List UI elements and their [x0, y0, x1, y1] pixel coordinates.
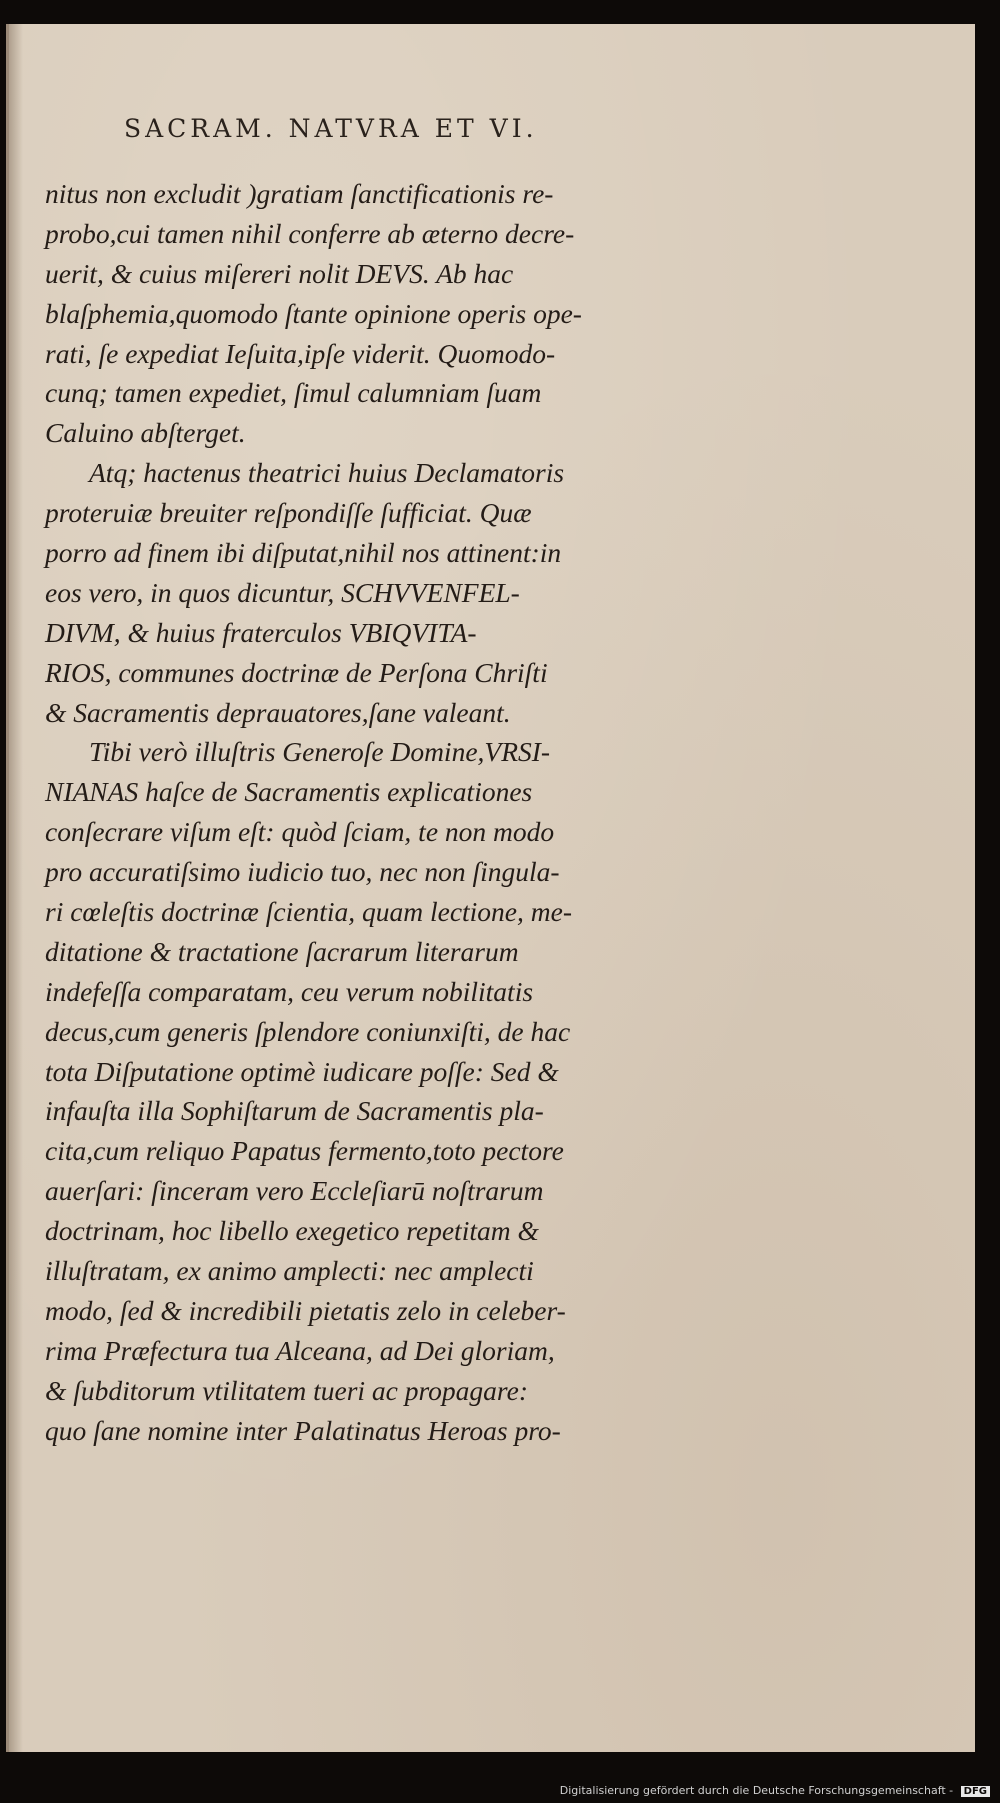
- text-line: NIANAS haſce de Sacramentis explicationes: [45, 776, 533, 808]
- text-line: modo, ſed & incredibili pietatis zelo in celeber-: [45, 1294, 566, 1326]
- text-line: & Sacramentis deprauatores,ſane valeant.: [45, 696, 511, 728]
- text-line: pro accuratiſsimo iudicio tuo, nec non ſingula-: [45, 856, 560, 888]
- text-line: Tibi verò illuſtris Generoſe Domine,VRSI-: [89, 736, 551, 768]
- text-line: conſecrare viſum eſt: quòd ſciam, te non modo: [45, 816, 555, 848]
- text-line: cita,cum reliquo Papatus fermento,toto pectore: [45, 1135, 564, 1167]
- book-page: [6, 24, 975, 1752]
- credit-text: Digitalisierung gefördert durch die Deutsche Forschungsgemeinschaft -: [559, 1784, 954, 1797]
- text-line: auerſari: ſinceram vero Eccleſiarū noſtrarum: [45, 1175, 544, 1207]
- text-line: Caluino abſterget.: [45, 417, 246, 449]
- text-line: blaſphemia,quomodo ſtante opinione operis ope-: [45, 297, 582, 329]
- dfg-logo: DFG: [961, 1786, 990, 1797]
- text-line: eos vero, in quos dicuntur, SCHVVENFEL-: [45, 576, 520, 608]
- text-line: tota Diſputatione optimè iudicare poſſe: Sed &: [45, 1055, 559, 1087]
- text-line: indefeſſa comparatam, ceu verum nobilitatis: [45, 975, 534, 1007]
- running-head: SACRAM. NATVRA ET VI.: [124, 114, 538, 143]
- text-line: Atq; hactenus theatrici huius Declamatoris: [89, 457, 565, 489]
- text-line: porro ad finem ibi diſputat,nihil nos attinent:in: [45, 537, 562, 569]
- text-line: quo ſane nomine inter Palatinatus Heroas pro-: [45, 1414, 561, 1446]
- text-line: ditatione & tractatione ſacrarum literarum: [45, 935, 519, 967]
- text-line: uerit, & cuius miſereri nolit DEVS. Ab hac: [45, 257, 514, 289]
- text-line: cunq; tamen expediet, ſimul calumniam ſuam: [45, 377, 542, 409]
- digitization-credit: [560, 1784, 990, 1797]
- text-line: illuſtratam, ex animo amplecti: nec amplecti: [45, 1255, 534, 1287]
- text-line: infauſta illa Sophiſtarum de Sacramentis pla-: [45, 1095, 544, 1127]
- text-line: probo,cui tamen nihil conferre ab æterno decre-: [45, 217, 575, 249]
- text-line: doctrinam, hoc libello exegetico repetitam &: [45, 1215, 539, 1247]
- text-line: proteruiæ breuiter reſpondiſſe ſufficiat. Quæ: [45, 497, 532, 529]
- body-text: [45, 174, 685, 1451]
- text-line: DIVM, & huius fraterculos VBIQVITA-: [45, 616, 477, 648]
- text-line: ri cœleſtis doctrinæ ſcientia, quam lectione, me-: [45, 896, 572, 928]
- text-line: & ſubditorum vtilitatem tueri ac propagare:: [45, 1374, 528, 1406]
- text-line: rima Præfectura tua Alceana, ad Dei gloriam,: [45, 1334, 555, 1366]
- text-line: nitus non excludit )gratiam ſanctificationis re-: [45, 178, 554, 209]
- text-line: rati, ſe expediat Ieſuita,ipſe viderit. Quomodo-: [45, 337, 556, 369]
- text-line: RIOS, communes doctrinæ de Perſona Chriſti: [45, 656, 548, 688]
- text-line: decus,cum generis ſplendore coniunxiſti, de hac: [45, 1015, 571, 1047]
